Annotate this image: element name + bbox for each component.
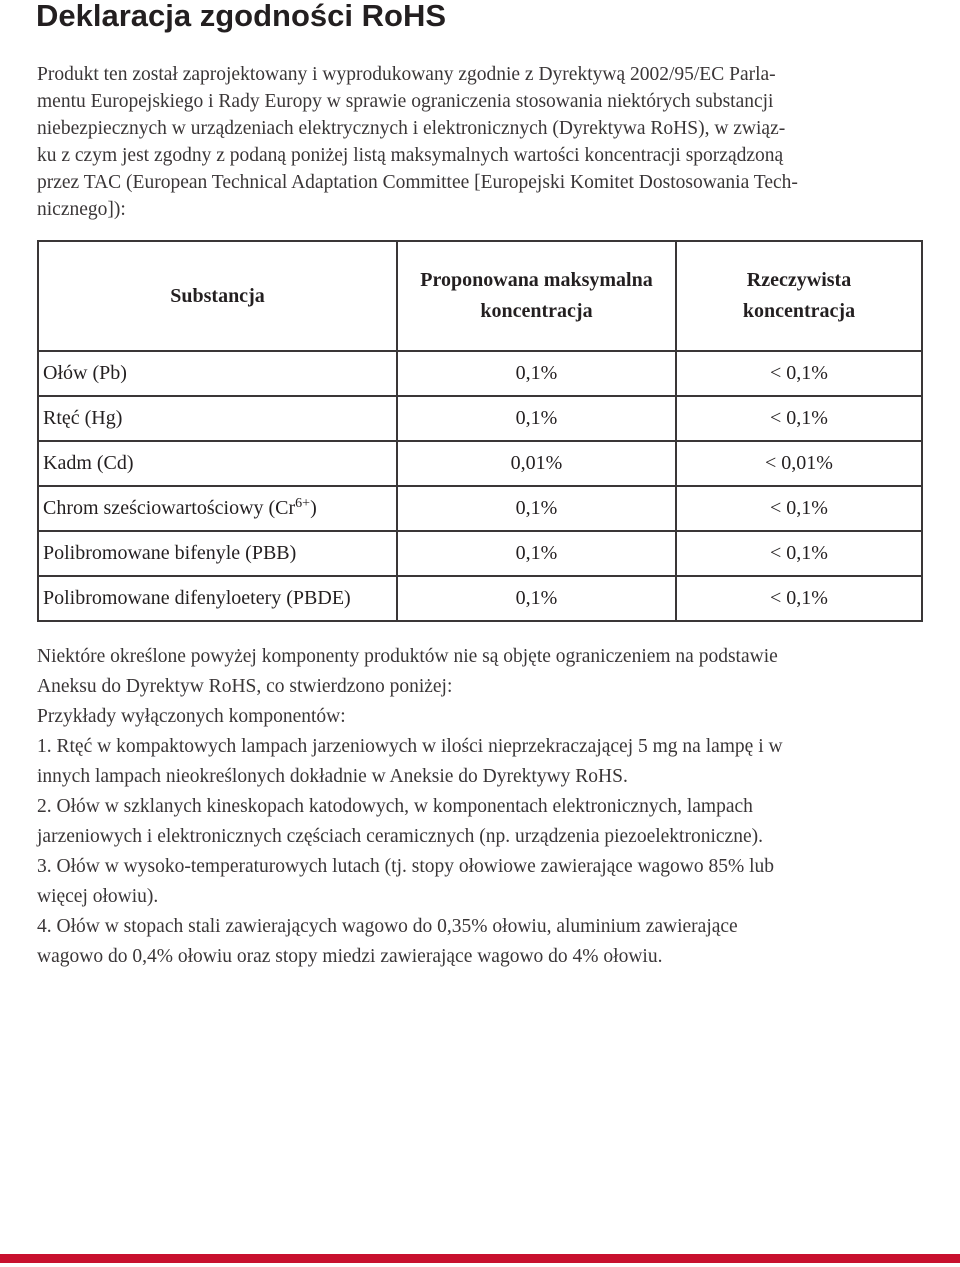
cell-max: 0,1%: [397, 486, 676, 531]
cell-max: 0,01%: [397, 441, 676, 486]
cell-substance: Kadm (Cd): [38, 441, 397, 486]
cell-substance: Polibromowane difenyloetery (PBDE): [38, 576, 397, 621]
intro-paragraph: [37, 61, 925, 223]
table-header-row: [38, 241, 922, 351]
oxidation-state: 6+: [295, 496, 311, 511]
intro-line: mentu Europejskiego i Rady Europy w sprawie ograniczenia stosowania niektórych substancji: [37, 91, 774, 112]
list-item: [37, 732, 927, 792]
intro-line: nicznego]):: [37, 199, 126, 220]
header-max-line2: koncentracja: [480, 300, 593, 322]
cell-actual: < 0,1%: [676, 396, 922, 441]
table-row: [38, 441, 922, 486]
list-item: [37, 852, 927, 912]
cell-substance: Rtęć (Hg): [38, 396, 397, 441]
header-substance-label: Substancja: [170, 284, 265, 307]
page-title: Deklaracja zgodności RoHS: [36, 0, 447, 33]
table-row: [38, 576, 922, 621]
header-actual-concentration: [676, 241, 922, 351]
cell-max: 0,1%: [397, 576, 676, 621]
exemptions-section: [37, 642, 927, 972]
notes-line: Niektóre określone powyżej komponenty produktów nie są objęte ograniczeniem na podstawie: [37, 646, 778, 667]
intro-line: przez TAC (European Technical Adaptation Committee [Europejski Komitet Dostosowania Tech-: [37, 172, 798, 193]
cell-actual: < 0,1%: [676, 576, 922, 621]
table-row: [38, 351, 922, 396]
rohs-concentration-table: [37, 240, 923, 622]
header-max-concentration: [397, 241, 676, 351]
list-item-line: więcej ołowiu).: [37, 886, 159, 907]
list-item-line: 2. Ołów w szklanych kineskopach katodowych, w komponentach elektronicznych, lampach: [37, 796, 753, 817]
cell-max: 0,1%: [397, 531, 676, 576]
substance-close-paren: ): [310, 497, 317, 519]
list-item: [37, 912, 927, 972]
list-item: [37, 792, 927, 852]
notes-line: Aneksu do Dyrektyw RoHS, co stwierdzono poniżej:: [37, 676, 453, 697]
header-max-line1: Proponowana maksymalna: [420, 269, 653, 291]
cell-max: 0,1%: [397, 396, 676, 441]
intro-line: Produkt ten został zaprojektowany i wyprodukowany zgodnie z Dyrektywą 2002/95/EC Parla-: [37, 64, 776, 85]
cell-max: 0,1%: [397, 351, 676, 396]
header-actual-line2: koncentracja: [742, 300, 856, 322]
cell-actual: < 0,01%: [676, 441, 922, 486]
cell-substance: Ołów (Pb): [38, 351, 397, 396]
list-item-line: jarzeniowych i elektronicznych częściach ceramicznych (np. urządzenia piezoelektroniczne).: [37, 826, 763, 847]
list-item-line: wagowo do 0,4% ołowiu oraz stopy miedzi zawierające wagowo do 4% ołowiu.: [37, 946, 663, 967]
cell-actual: < 0,1%: [676, 486, 922, 531]
intro-line: niebezpiecznych w urządzeniach elektrycznych i elektronicznych (Dyrektywa RoHS), w związ-: [37, 118, 786, 139]
list-item-line: 4. Ołów w stopach stali zawierających wagowo do 0,35% ołowiu, aluminium zawierające: [37, 916, 738, 937]
cell-substance: Polibromowane bifenyle (PBB): [38, 531, 397, 576]
cell-actual: < 0,1%: [676, 531, 922, 576]
list-item-line: innych lampach nieokreślonych dokładnie w Aneksie do Dyrektywy RoHS.: [37, 766, 628, 787]
header-substance: [38, 241, 397, 351]
examples-heading: Przykłady wyłączonych komponentów:: [37, 706, 346, 727]
table-row: [38, 486, 922, 531]
cell-actual: < 0,1%: [676, 351, 922, 396]
list-item-line: 3. Ołów w wysoko-temperaturowych lutach (tj. stopy ołowiowe zawierające wagowo 85% lub: [37, 856, 775, 877]
table-row: [38, 396, 922, 441]
list-item-line: 1. Rtęć w kompaktowych lampach jarzeniowych w ilości nieprzekraczającej 5 mg na lampę i w: [37, 736, 783, 757]
header-actual-line1: Rzeczywista: [746, 269, 852, 291]
table-row: [38, 531, 922, 576]
cell-substance: [38, 486, 397, 531]
footer-accent-bar: [0, 1254, 960, 1263]
substance-name: Chrom sześciowartościowy (Cr: [43, 497, 296, 519]
intro-line: ku z czym jest zgodny z podaną poniżej listą maksymalnych wartości koncentracji sporządzoną: [37, 145, 784, 166]
